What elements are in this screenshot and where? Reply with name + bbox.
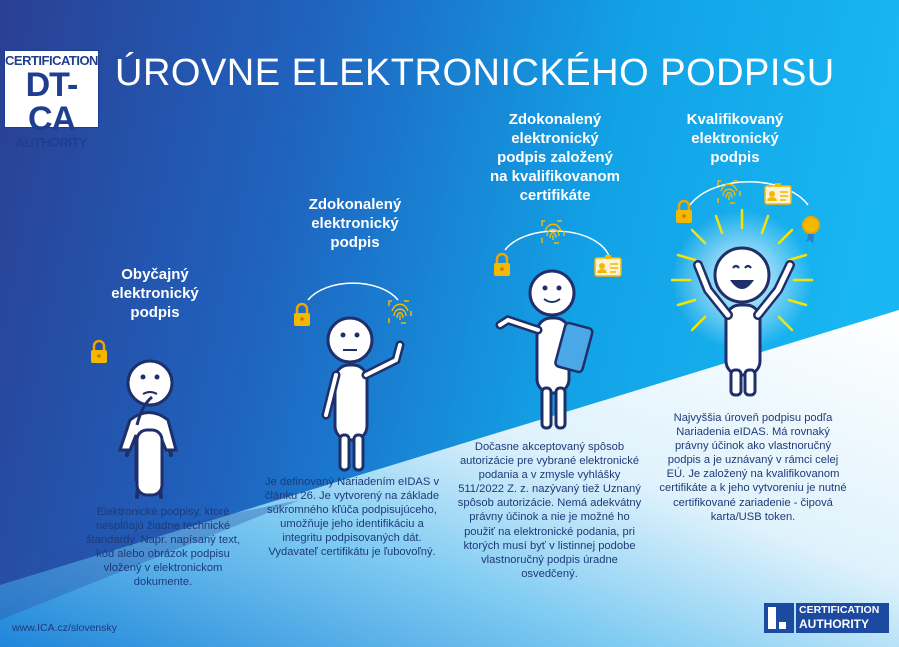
- website-link[interactable]: www.ICA.cz/slovensky: [12, 622, 118, 634]
- award-medal-icon: [803, 217, 819, 244]
- level-2-title: Zdokonalený elektronický podpis: [308, 196, 402, 251]
- pointing-figure: [326, 318, 400, 470]
- logo-line1: CERTIFICATION: [5, 53, 98, 68]
- ica-logo-mark: [764, 603, 794, 633]
- level-2-description: Je definovaný Nariadením eIDAS v článku 26. Je vytvorený na základe súkromného kľúča podpisujúceho, umožňuje jeho identifikáciu a integritu podpisovaných dát. Vydavateľ certifikátu je ľubovoľný.: [264, 476, 440, 559]
- level-1-title: Obyčajný elektronický podpis: [111, 266, 199, 321]
- level-4-title: Kvalifikovaný elektronický podpis: [686, 111, 784, 166]
- level-3-description: Dočasne akceptovaný spôsob autorizácie pre vybrané elektronické podania a v zmysle vyhlášky 511/2022 Z. z. nazývaný tiež Uznaný spôsob autorizácie. Nemá adekvátny právny účinok a nie je možné ho použiť na elektronické podania, pri ktorých musí byť v listinnej podobe vlastnoručný podpis úradne osvedčený.: [457, 441, 642, 580]
- ica-logo-line1: CERTIFICATION: [799, 604, 880, 616]
- level-3-title: Zdokonalený elektronický podpis založený na kvalifikovanom certifikáte: [489, 111, 621, 204]
- ica-logo-text: [796, 603, 889, 633]
- level-4-description: Najvyššia úroveň podpisu podľa Nariadenia eIDAS. Má rovnaký právny účinok ako vlastnoručný podpis a je uznávaný v rámci celej EÚ. Je založený na kvalifikovanom certifikáte a k jeho vytvoreniu je nutné certifikované zariadenie - čipová karta/USB token.: [659, 412, 847, 523]
- ica-logo: [764, 603, 889, 633]
- page-title: ÚROVNE ELEKTRONICKÉHO PODPISU: [115, 52, 835, 94]
- lock-icon: [91, 341, 107, 363]
- level-1-description: Elektronické podpisy, ktoré nespĺňajú žiadne technické štandardy. Napr. napísaný text, kód alebo obrázok podpisu vložený v elektronickom dokumente.: [85, 506, 241, 589]
- ica-logo-line2: AUTHORITY: [799, 617, 869, 631]
- logo-line3: AUTHORITY: [15, 135, 88, 150]
- card-holding-figure: [500, 271, 593, 428]
- thinking-figure: [120, 361, 176, 497]
- celebrating-figure: [672, 210, 812, 395]
- logo-line2: DT-CA: [25, 66, 78, 138]
